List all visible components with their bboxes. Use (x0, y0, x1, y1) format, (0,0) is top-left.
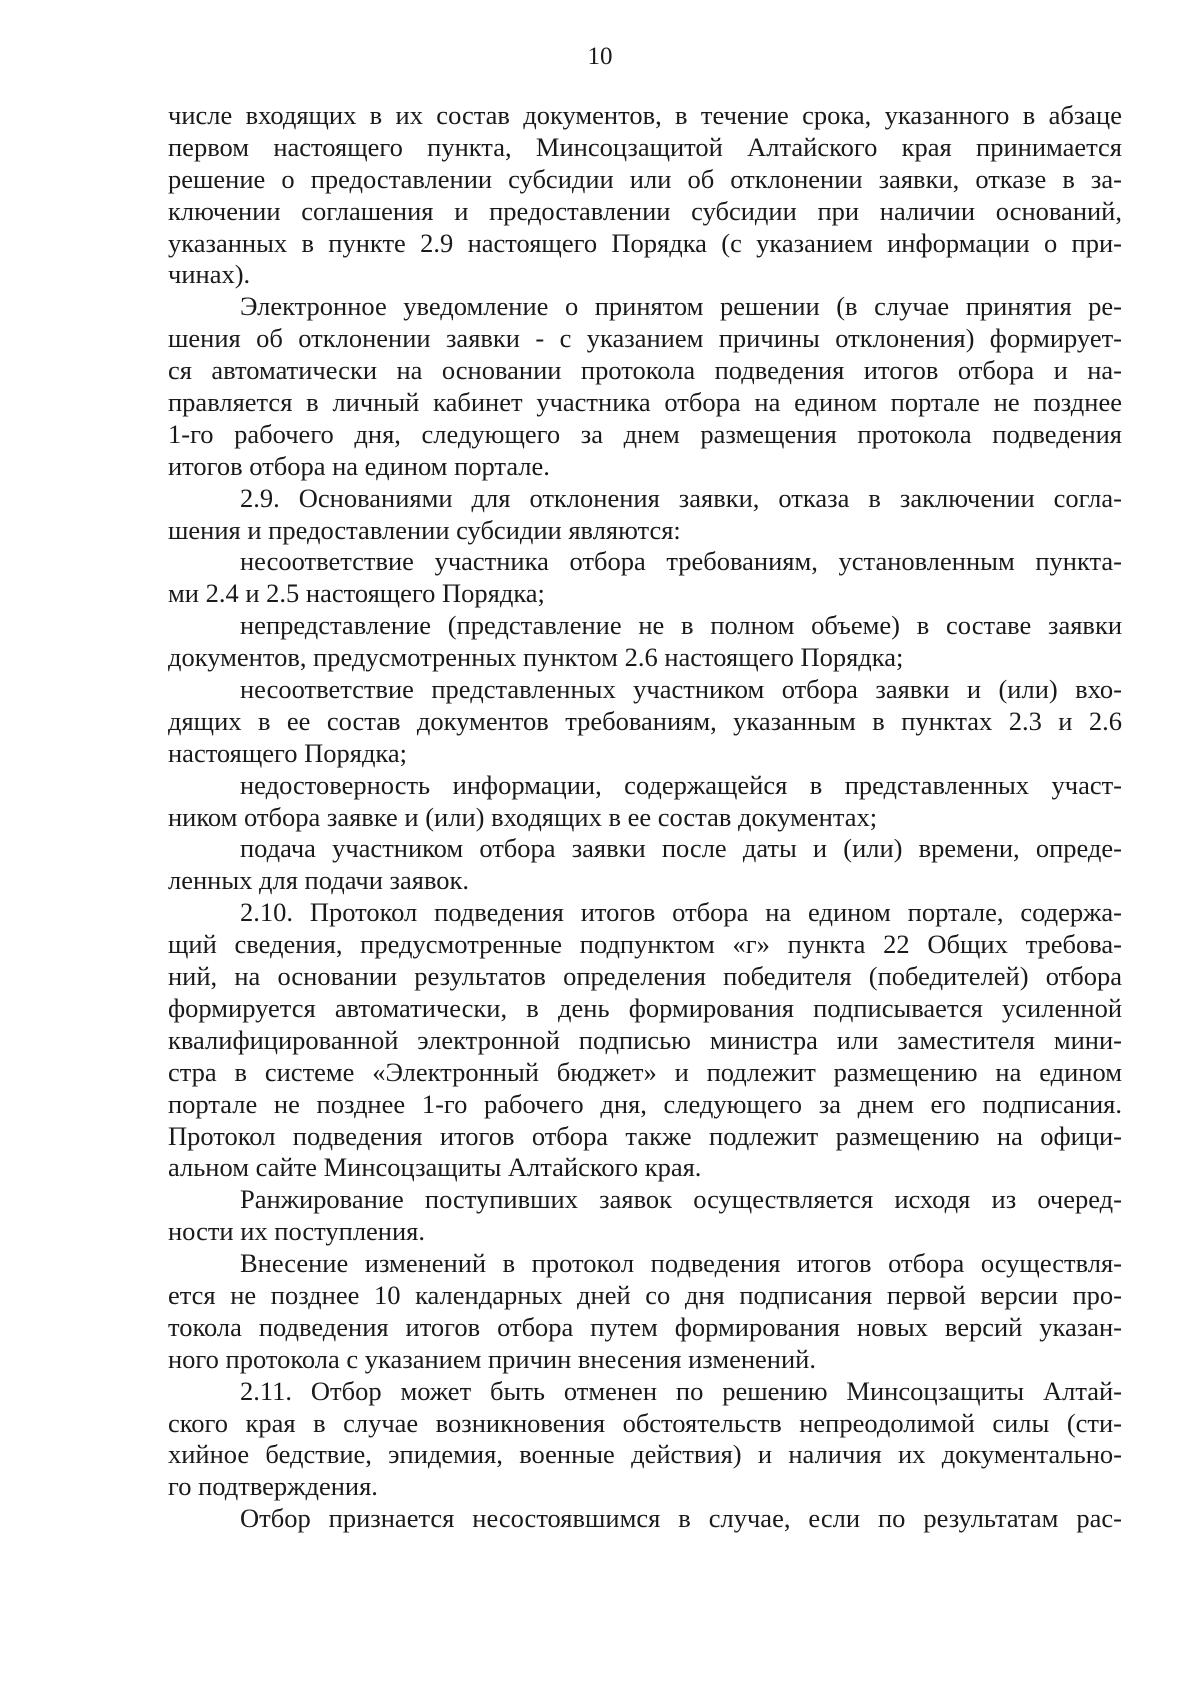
text-line: хийное бедствие, эпидемия, военные действия) и наличия их документально- (168, 1439, 1122, 1470)
text-line: стра в системе «Электронный бюджет» и подлежит размещению на едином (168, 1056, 1122, 1087)
text-line: несоответствие представленных участником отбора заявки и (или) вхо- (240, 674, 1122, 705)
text-line: ности их поступления. (168, 1216, 425, 1247)
page-number: 10 (587, 43, 613, 70)
text-line: го подтверждения. (168, 1471, 378, 1502)
text-line: первом настоящего пункта, Минсоцзащитой Алтайского края принимается (168, 131, 1122, 162)
text-line: правляется в личный кабинет участника отбора на едином портале не позднее (168, 387, 1122, 418)
text-line: решение о предоставлении субсидии или об отклонении заявки, отказе в за- (168, 163, 1122, 194)
text-line: ного протокола с указанием причин внесения изменений. (168, 1343, 816, 1374)
text-line: альном сайте Минсоцзащиты Алтайского края. (168, 1152, 702, 1183)
text-line: шения об отклонении заявки - с указанием причины отклонения) формирует- (168, 323, 1122, 354)
text-line: ся автоматически на основании протокола подведения итогов отбора и на- (168, 355, 1122, 386)
text-line: Отбор признается несостоявшимся в случае, если по результатам рас- (240, 1503, 1122, 1534)
text-line: портале не позднее 1-го рабочего дня, следующего за днем его подписания. (168, 1088, 1122, 1119)
text-line: ключении соглашения и предоставлении субсидии при наличии оснований, (168, 195, 1122, 226)
text-line: квалифицированной электронной подписью министра или заместителя мини- (168, 1024, 1122, 1055)
document-body (168, 100, 1122, 1535)
text-line: числе входящих в их состав документов, в течение срока, указанного в абзаце (168, 100, 1122, 130)
text-line: чинах). (168, 259, 251, 290)
text-line: Протокол подведения итогов отбора также подлежит размещению на офици- (168, 1120, 1122, 1151)
text-line: документов, предусмотренных пунктом 2.6 настоящего Порядка; (168, 642, 904, 673)
text-line: ми 2.4 и 2.5 настоящего Порядка; (168, 578, 545, 609)
text-line: 2.11. Отбор может быть отменен по решению Минсоцзащиты Алтай- (240, 1375, 1122, 1406)
text-line: Внесение изменений в протокол подведения итогов отбора осуществля- (240, 1248, 1122, 1279)
text-line: ний, на основании результатов определения победителя (победителей) отбора (168, 961, 1122, 992)
text-line: итогов отбора на едином портале. (168, 450, 550, 481)
text-line: недостоверность информации, содержащейся в представленных участ- (240, 769, 1122, 800)
text-line: несоответствие участника отбора требованиям, установленным пункта- (240, 546, 1122, 577)
text-line: ется не позднее 10 календарных дней со дня подписания первой версии про- (168, 1279, 1122, 1310)
text-line: дящих в ее состав документов требованиям, указанным в пунктах 2.3 и 2.6 (168, 705, 1122, 736)
text-line: указанных в пункте 2.9 настоящего Порядка (с указанием информации о при- (168, 227, 1122, 258)
text-line: токола подведения итогов отбора путем формирования новых версий указан- (168, 1311, 1122, 1342)
text-line: Электронное уведомление о принятом решении (в случае принятия ре- (240, 291, 1122, 322)
text-line: ского края в случае возникновения обстоятельств непреодолимой силы (сти- (168, 1407, 1122, 1438)
text-line: шения и предоставлении субсидии являются: (168, 514, 681, 545)
text-line: щий сведения, предусмотренные подпунктом «г» пункта 22 Общих требова- (168, 929, 1122, 960)
text-line: 1-го рабочего дня, следующего за днем размещения протокола подведения (168, 418, 1122, 449)
text-line: формируется автоматически, в день формирования подписывается усиленной (168, 992, 1122, 1023)
text-line: 2.9. Основаниями для отклонения заявки, отказа в заключении согла- (240, 482, 1122, 513)
text-line: ленных для подачи заявок. (168, 865, 470, 896)
text-line: непредставление (представление не в полном объеме) в составе заявки (240, 610, 1122, 641)
text-line: 2.10. Протокол подведения итогов отбора на едином портале, содержа- (240, 897, 1122, 928)
text-line: подача участником отбора заявки после даты и (или) времени, опреде- (240, 833, 1122, 864)
text-line: Ранжирование поступивших заявок осуществляется исходя из очеред- (240, 1184, 1122, 1215)
text-line: ником отбора заявке и (или) входящих в ее состав документах; (168, 801, 878, 832)
text-line: настоящего Порядка; (168, 737, 408, 768)
